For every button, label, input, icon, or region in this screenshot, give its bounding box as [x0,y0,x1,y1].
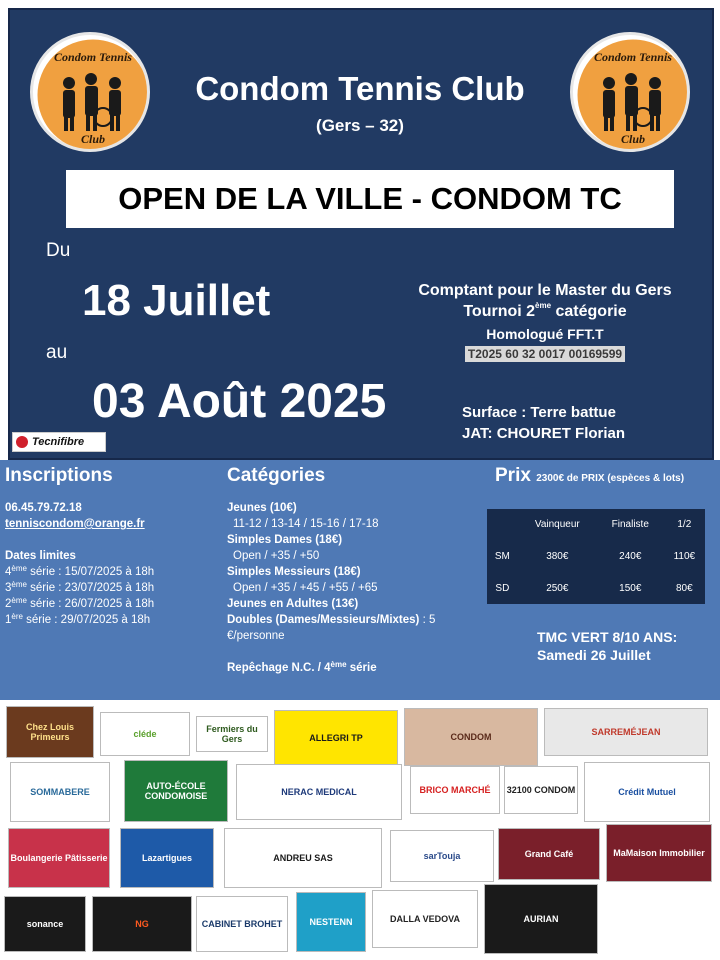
deadline-num: 4 [5,566,12,578]
prize-cell: 240€ [619,550,642,562]
cat-messieurs-detail: Open / +35 / +45 / +55 / +65 [233,582,378,594]
sponsor-logo [372,890,478,948]
spacer [227,484,457,500]
prize-cell: 80€ [675,582,693,594]
sponsor-logo [120,828,214,888]
sponsor-name: NERAC MEDICAL [281,787,357,797]
sponsor-logo [92,896,192,952]
tecnifibre-text: Tecnifibre [32,436,85,448]
club-name: Condom Tennis Club [195,70,525,107]
deadline-text: série : 29/07/2025 à 18h [22,614,151,626]
sponsor-logo [124,760,228,822]
logo-right-text-bottom: Club [620,132,646,146]
sponsor-name: AUTO-ÉCOLE CONDOMOISE [144,781,208,801]
tecnifibre-logo [12,432,106,452]
prize-header-cell: Vainqueur [534,519,580,531]
repechage-suffix: série [346,662,377,674]
sponsor-name: Chez Louis Primeurs [25,722,74,742]
prize-table-header [487,509,705,541]
tmc-info [537,628,712,664]
prize-header-cell [487,509,518,541]
sponsor-logo [274,710,398,766]
deadline-row [5,596,215,612]
tmc-date: Samedi 26 Juillet [537,647,651,663]
repechage-sup: ème [330,660,347,669]
sponsor-name: DALLA VEDOVA [389,914,460,924]
prize-cell: SM [494,550,510,562]
sponsor-name: sonance [26,919,64,929]
contact-email[interactable]: tenniscondom@orange.fr [5,518,145,530]
sponsor-logo [6,706,94,758]
sponsor-logo [504,766,578,814]
referee-info: JAT: CHOURET Florian [462,425,626,442]
tmc-title: TMC VERT 8/10 ANS: [537,629,678,645]
cat-doubles-price: : 5 €/personne [227,614,436,642]
sponsor-logo [390,830,494,882]
sponsor-logo [498,828,600,880]
logo-left-text-bottom: Club [80,132,106,146]
deadline-sup: ème [11,580,27,589]
sponsor-name: NESTENN [309,917,353,927]
sponsor-name: 32100 CONDOM [506,785,576,795]
prize-table-row [487,572,705,604]
club-location: (Gers – 32) [316,116,404,135]
prize-cell: 250€ [546,582,569,594]
sponsor-logo [296,892,366,952]
date-from-label: Du [46,240,71,261]
sponsor-name: cléde [133,729,157,739]
sponsor-logo [196,896,288,952]
logo-right-text-top: Condom Tennis [594,50,672,64]
sponsor-name: Grand Café [524,849,574,859]
prize-heading [495,465,715,487]
sponsor-name: ALLEGRI TP [309,733,363,743]
sponsor-name: SOMMABERE [30,787,90,797]
sponsor-logo [410,766,500,814]
sponsor-name: Boulangerie Pâtisserie [10,853,108,863]
sponsor-name: NG [135,919,149,929]
inscriptions-title: Inscriptions [5,465,113,486]
sponsor-name: SARREMÉJEAN [591,727,661,737]
prize-title: Prix [495,465,531,486]
club-logo-left [30,32,150,152]
surface-and-referee [462,402,625,444]
deadline-num: 2 [5,598,12,610]
spacer [5,484,215,500]
deadline-num: 1 [5,614,12,626]
spacer [5,532,215,548]
sponsor-logo [8,828,110,888]
sponsor-name: Lazartigues [141,853,192,863]
tecnifibre-mark-icon [16,436,28,448]
deadline-row [5,612,215,628]
deadline-sup: ère [11,612,23,621]
sponsor-name: CONDOM [450,732,492,742]
sponsor-logo [484,884,598,954]
inscriptions-column [5,465,215,628]
cat-doubles [227,612,457,644]
prize-header-cell: 1/2 [677,519,692,531]
prize-cell: 150€ [619,582,642,594]
category-info-text: Tournoi 2 [463,303,536,320]
sponsor-logo [10,762,110,822]
sponsor-name: BRICO MARCHÉ [419,785,491,795]
categories-title: Catégories [227,465,326,486]
sponsor-logo [100,712,190,756]
surface-info: Surface : Terre battue [462,404,616,421]
start-date: 18 Juillet [82,276,271,325]
cat-dames-detail: Open / +35 / +50 [233,550,320,562]
cat-jeunes-detail: 11-12 / 13-14 / 15-16 / 17-18 [233,518,379,530]
sponsor-name: Fermiers du Gers [206,724,258,744]
sponsor-logo [4,896,86,952]
deadline-text: série : 23/07/2025 à 18h [26,582,155,594]
sponsor-logo [584,762,710,822]
prize-cell: 110€ [673,550,696,562]
spacer [227,644,457,660]
sponsor-name: ANDREU SAS [273,853,333,863]
tournament-info [400,280,690,363]
master-info: Comptant pour le Master du Gers [418,282,672,299]
club-logo-right [570,32,690,152]
repechage-text: Repêchage N.C. / 4 [227,662,331,674]
sponsor-logo [196,716,268,752]
deadline-sup: ème [11,596,27,605]
sponsor-name: Crédit Mutuel [618,787,676,797]
sponsor-logo [404,708,538,766]
logo-left-text-top: Condom Tennis [54,50,132,64]
homologation-label: Homologué FFT.T [486,326,604,342]
homologation-code: T2025 60 32 0017 00169599 [465,346,625,362]
sponsor-name: MaMaison Immobilier [613,848,705,858]
sponsor-logo [224,828,382,888]
prize-subtitle: 2300€ de PRIX (espèces & lots) [536,473,685,484]
sponsor-name: sarTouja [423,851,461,861]
cat-dames: Simples Dames (18€) [227,534,343,546]
prize-column [495,465,715,487]
cat-doubles-label: Doubles (Dames/Messieurs/Mixtes) [227,614,420,626]
prize-cell: 380€ [546,550,569,562]
end-date: 03 Août 2025 [92,375,387,428]
sponsor-logo [544,708,708,756]
sponsor-name: AURIAN [523,914,559,924]
category-info-suffix: catégorie [551,303,627,320]
prize-table-row [487,541,705,573]
cat-jeunes-adultes: Jeunes en Adultes (13€) [227,598,359,610]
cat-jeunes: Jeunes (10€) [227,502,297,514]
categories-column [227,465,457,676]
deadlines-title: Dates limites [5,550,76,562]
prize-cell: SD [495,582,510,594]
category-info-sup: ème [535,301,552,310]
deadline-text: série : 15/07/2025 à 18h [26,566,155,578]
date-to-label: au [46,342,68,363]
sponsor-name: CABINET BROHET [201,919,283,929]
cat-repechage [227,660,457,676]
deadline-text: série : 26/07/2025 à 18h [26,598,155,610]
prize-header-cell: Finaliste [611,519,649,531]
cat-messieurs: Simples Messieurs (18€) [227,566,361,578]
deadline-num: 3 [5,582,12,594]
contact-phone: 06.45.79.72.18 [5,502,82,514]
sponsor-logo [236,764,402,820]
sponsor-logo [606,824,712,882]
deadline-row [5,580,215,596]
deadline-row [5,564,215,580]
deadline-sup: ème [11,564,27,573]
prize-table [487,509,705,604]
category-info [400,301,690,322]
tournament-title-banner: OPEN DE LA VILLE - CONDOM TC [66,170,674,228]
